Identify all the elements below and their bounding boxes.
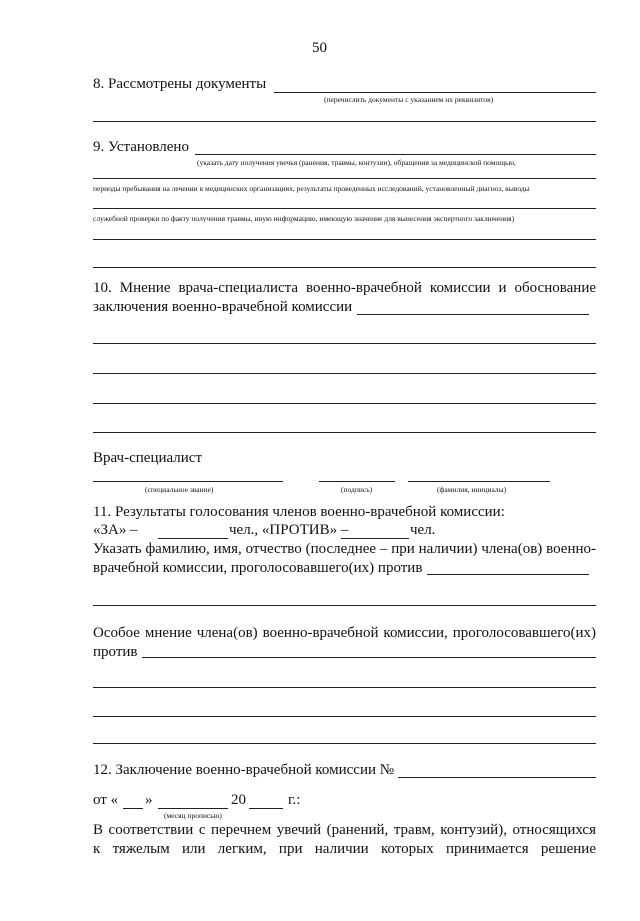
vote-against-unit: чел. xyxy=(410,522,436,538)
special-opinion-line-5[interactable] xyxy=(93,743,596,744)
section-12-para-2: к тяжелым или легким, при наличии которых принимается решение xyxy=(93,841,596,857)
date-from-label: от « xyxy=(93,792,119,808)
date-year-line[interactable] xyxy=(249,808,283,809)
page-number: 50 xyxy=(312,40,327,56)
vote-for-label: «ЗА» – xyxy=(93,522,138,538)
section-11-field-line[interactable] xyxy=(427,574,589,575)
section-8-label: 8. Рассмотрены документы xyxy=(93,76,267,92)
date-month-line[interactable] xyxy=(158,808,228,809)
section-9-line-5[interactable] xyxy=(93,267,596,268)
section-10-line-5[interactable] xyxy=(93,403,596,404)
date-year-suffix: г.: xyxy=(288,792,301,808)
special-opinion-line-3[interactable] xyxy=(93,687,596,688)
doctor-name-line[interactable] xyxy=(408,481,550,482)
section-12-number-line[interactable] xyxy=(398,777,596,778)
vote-against-label: чел., «ПРОТИВ» – xyxy=(229,522,349,538)
section-8-hint: (перечислить документы с указанием их реквизитов) xyxy=(324,95,494,104)
section-11-title: 11. Результаты голосования членов военно-врачебной комиссии: xyxy=(93,504,505,520)
section-10-line-3[interactable] xyxy=(93,343,596,344)
section-10-line-6[interactable] xyxy=(93,432,596,433)
section-9-line-4[interactable] xyxy=(93,239,596,240)
section-10-line-1: 10. Мнение врача-специалиста военно-врачебной комиссии и обоснование xyxy=(93,280,596,296)
section-10-line-4[interactable] xyxy=(93,373,596,374)
section-9-line-3[interactable] xyxy=(93,208,596,209)
section-11-instr-2: врачебной комиссии, проголосовавшего(их) против xyxy=(93,560,423,576)
month-hint: (месяц прописью) xyxy=(164,811,222,820)
date-year-prefix: 20 xyxy=(231,792,246,808)
date-day-line[interactable] xyxy=(123,808,143,809)
special-opinion-field-line[interactable] xyxy=(142,657,596,658)
vote-for-count-line[interactable] xyxy=(158,538,228,539)
section-9-hint-3: служебной проверки по факту получения травмы, иную информацию, имеющую значение для вынесения экспертного заключения) xyxy=(93,214,515,223)
section-11-line-2[interactable] xyxy=(93,605,596,606)
doctor-rank-line[interactable] xyxy=(93,481,283,482)
doctor-label: Врач-специалист xyxy=(93,450,203,466)
special-opinion-line-1: Особое мнение члена(ов) военно-врачебной комиссии, проголосовавшего(их) xyxy=(93,625,596,641)
section-8-field-line[interactable] xyxy=(274,92,596,93)
special-opinion-line-2: против xyxy=(93,644,138,660)
doctor-rank-hint: (специальное звание) xyxy=(145,485,214,494)
section-9-line-2[interactable] xyxy=(93,178,596,179)
section-8-line-2[interactable] xyxy=(93,121,596,122)
doctor-name-hint: (фамилия, инициалы) xyxy=(437,485,507,494)
doctor-sign-line[interactable] xyxy=(319,481,395,482)
special-opinion-line-4[interactable] xyxy=(93,716,596,717)
section-12-para-1: В соответствии с перечнем увечий (ранений, травм, контузий), относящихся xyxy=(93,822,596,838)
doctor-sign-hint: (подпись) xyxy=(341,485,373,494)
section-11-instr-1: Указать фамилию, имя, отчество (последнее – при наличии) члена(ов) военно- xyxy=(93,541,596,557)
section-9-label: 9. Установлено xyxy=(93,139,189,155)
section-9-field-line[interactable] xyxy=(195,154,596,155)
section-10-field-line[interactable] xyxy=(357,314,589,315)
section-12-title: 12. Заключение военно-врачебной комиссии № xyxy=(93,762,395,778)
section-10-line-2: заключения военно-врачебной комиссии xyxy=(93,299,353,315)
vote-against-count-line[interactable] xyxy=(341,538,409,539)
section-9-hint-1: (указать дату получения увечья (ранения, травмы, контузии), обращения за медицинской помощью, xyxy=(197,158,516,167)
section-9-hint-2: периоды пребывания на лечении в медицинских организациях, результаты проведенных исследований, установленный диагноз, выводы xyxy=(93,184,530,193)
date-quote-close: » xyxy=(145,792,153,808)
